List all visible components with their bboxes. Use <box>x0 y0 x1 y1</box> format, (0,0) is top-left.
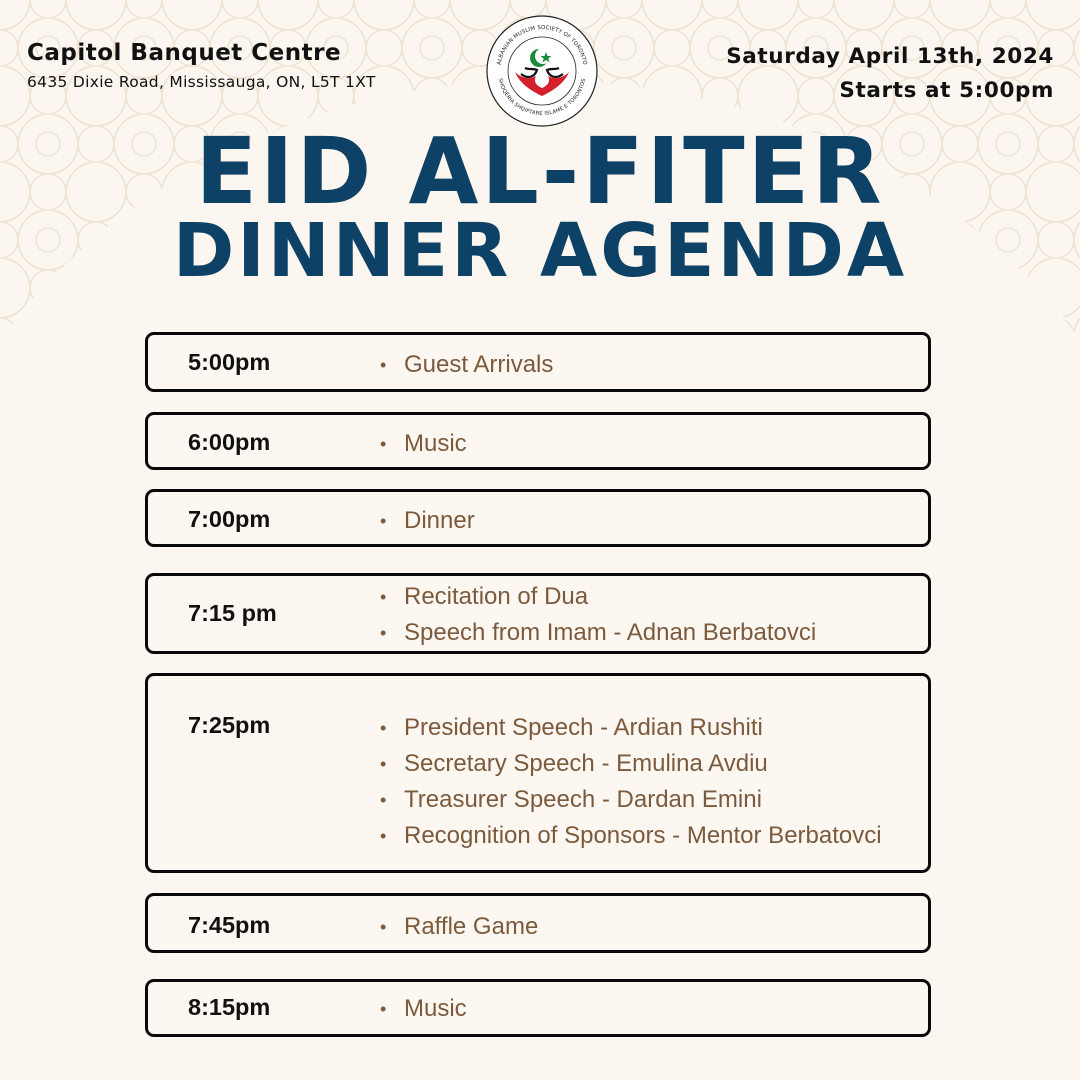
bullet-icon: • <box>380 790 387 810</box>
venue-address: 6435 Dixie Road, Mississauga, ON, L5T 1XT <box>27 73 376 91</box>
bullet-icon: • <box>380 999 387 1019</box>
venue-name: Capitol Banquet Centre <box>27 40 342 66</box>
agenda-row <box>145 979 931 1037</box>
venue-info <box>27 40 376 91</box>
agenda-item-label: President Speech - Ardian Rushiti <box>404 714 763 741</box>
agenda-items <box>380 991 467 1027</box>
bullet-icon: • <box>380 754 387 774</box>
bullet-icon: • <box>380 917 387 937</box>
agenda-time: 7:25pm <box>188 712 271 738</box>
agenda-row <box>145 332 931 392</box>
agenda-item <box>380 579 816 615</box>
agenda-time: 7:45pm <box>188 912 271 938</box>
agenda-item-label: Music <box>404 995 467 1022</box>
event-date-block <box>726 40 1054 108</box>
agenda-items <box>380 710 882 854</box>
agenda-item <box>380 818 882 854</box>
agenda-items <box>380 579 816 651</box>
agenda-item <box>380 746 882 782</box>
agenda-item <box>380 426 467 462</box>
agenda-item <box>380 782 882 818</box>
svg-text:ALBANIAN MUSLIM SOCIETY OF TOR: ALBANIAN MUSLIM SOCIETY OF TORONTO <box>496 24 588 66</box>
agenda-row <box>145 412 931 470</box>
agenda-item <box>380 710 882 746</box>
agenda-items <box>380 503 475 539</box>
agenda-items <box>380 909 538 945</box>
agenda-row <box>145 573 931 654</box>
agenda-row <box>145 893 931 953</box>
agenda-item-label: Recognition of Sponsors - Mentor Berbatovci <box>404 822 882 849</box>
event-date: Saturday April 13th, 2024 <box>726 44 1054 69</box>
bullet-icon: • <box>380 718 387 738</box>
agenda-item <box>380 909 538 945</box>
agenda-items <box>380 347 553 383</box>
agenda-time: 5:00pm <box>188 349 271 375</box>
bullet-icon: • <box>380 434 387 454</box>
agenda-item-label: Dinner <box>404 507 475 534</box>
agenda-item-label: Secretary Speech - Emulina Avdiu <box>404 750 768 777</box>
agenda-item-label: Treasurer Speech - Dardan Emini <box>404 786 762 813</box>
bullet-icon: • <box>380 587 387 607</box>
agenda-item-label: Speech from Imam - Adnan Berbatovci <box>404 619 817 646</box>
bullet-icon: • <box>380 623 387 643</box>
agenda-item-label: Raffle Game <box>404 913 539 940</box>
agenda-item <box>380 347 553 383</box>
bullet-icon: • <box>380 355 387 375</box>
agenda-row <box>145 673 931 873</box>
event-start-time: Starts at 5:00pm <box>839 78 1054 103</box>
agenda-row <box>145 489 931 547</box>
agenda-item <box>380 503 475 539</box>
agenda-items <box>380 426 467 462</box>
agenda-item <box>380 991 467 1027</box>
agenda-item-label: Guest Arrivals <box>404 351 554 378</box>
society-logo <box>485 14 599 128</box>
bullet-icon: • <box>380 826 387 846</box>
agenda-time: 6:00pm <box>188 429 271 455</box>
agenda-item-label: Music <box>404 430 467 457</box>
svg-text:SHOQËRIA SHQIPTARE ISLAME E TO: SHOQËRIA SHQIPTARE ISLAME E TORONTOS <box>496 77 588 118</box>
agenda-time: 8:15pm <box>188 994 271 1020</box>
title-line-1: EID AL-FITER <box>195 118 885 225</box>
title-line-2: DINNER AGENDA <box>172 208 908 294</box>
agenda-time: 7:00pm <box>188 506 271 532</box>
bullet-icon: • <box>380 511 387 531</box>
agenda-item-label: Recitation of Dua <box>404 583 589 610</box>
agenda-time: 7:15 pm <box>188 600 277 626</box>
agenda-item <box>380 615 816 651</box>
